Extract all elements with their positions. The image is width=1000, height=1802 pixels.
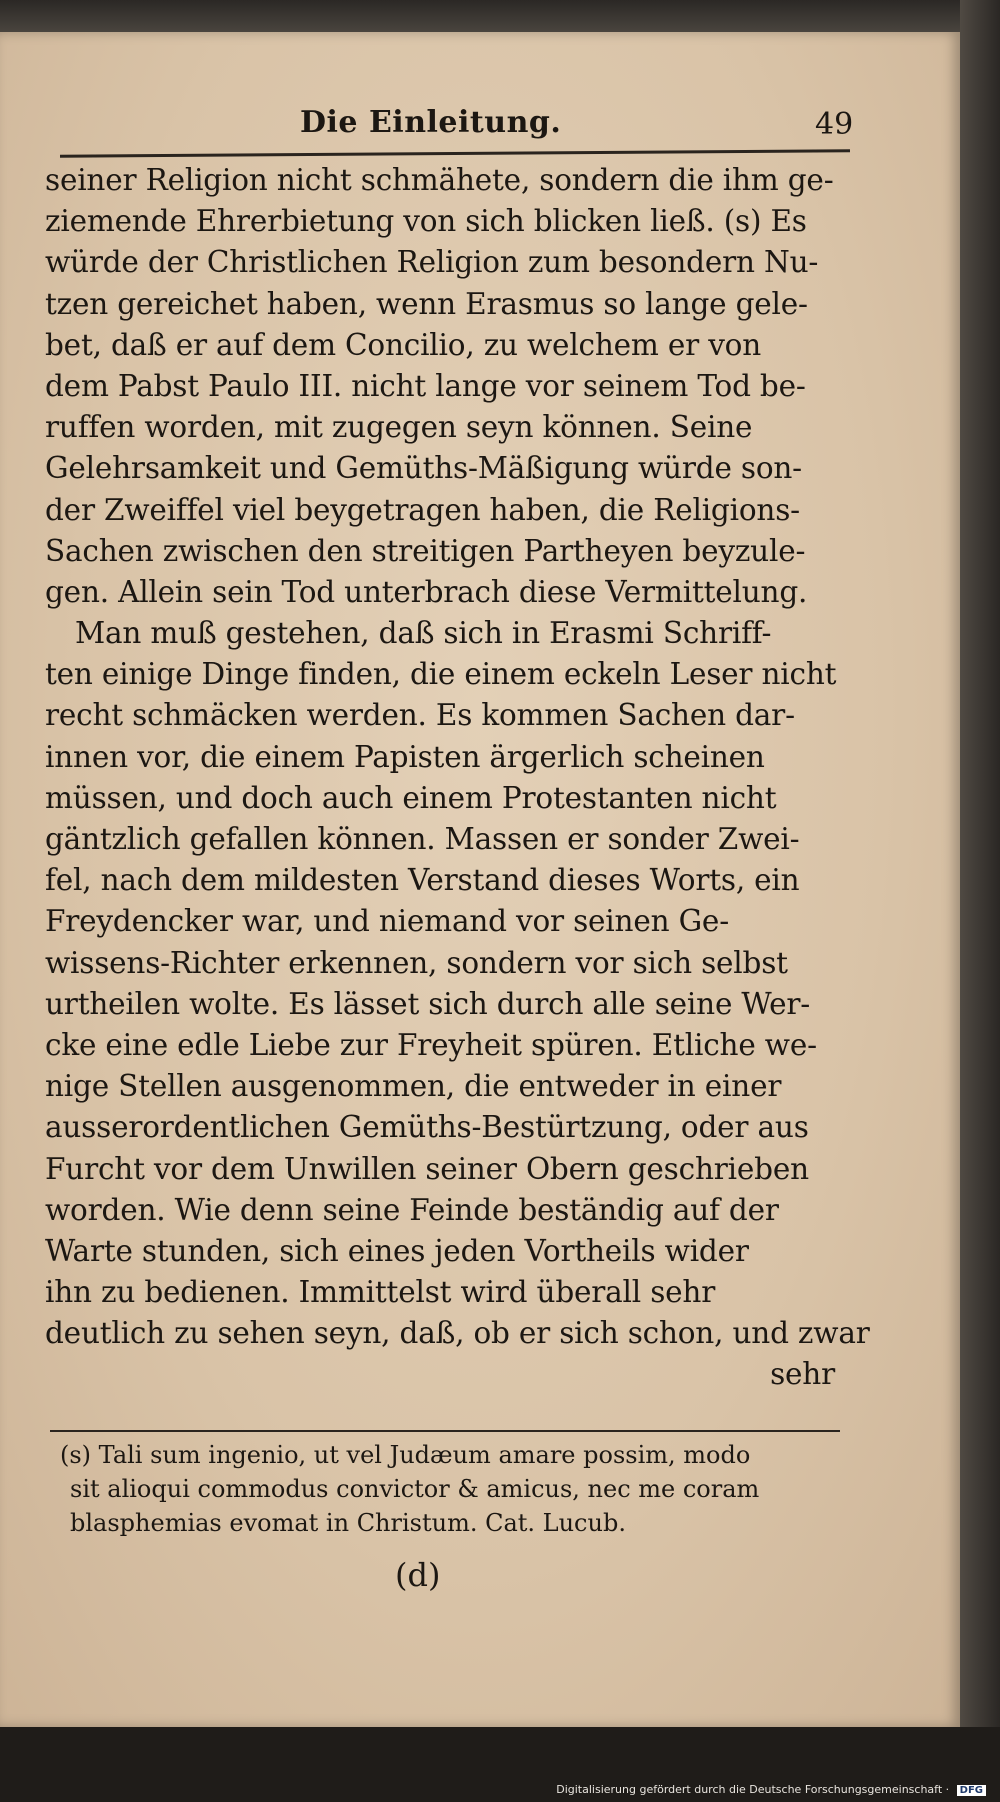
text-line: bet, daß er auf dem Concilio, zu welchem er von (45, 327, 762, 362)
text-line: tzen gereichet haben, wenn Erasmus so lange gele- (45, 286, 808, 321)
page-number: 49 (815, 107, 854, 142)
text-line: würde der Christlichen Religion zum besondern Nu- (45, 245, 819, 280)
book-right-edge (960, 0, 1000, 1802)
text-line: deutlich zu sehen seyn, daß, ob er sich schon, und zwar (45, 1316, 870, 1351)
text-line: recht schmäcken werden. Es kommen Sachen dar- (45, 698, 795, 733)
footnote-line: sit alioqui commodus convictor & amicus, nec me coram (70, 1475, 760, 1503)
text-line: Man muß gestehen, daß sich in Erasmi Schriff- (75, 616, 772, 651)
text-line: urtheilen wolte. Es lässet sich durch alle seine Wer- (45, 986, 811, 1021)
text-line: innen vor, die einem Papisten ärgerlich scheinen (45, 739, 765, 774)
digitization-credit (556, 1783, 986, 1796)
text-line: der Zweiffel viel beygetragen haben, die Religions- (45, 492, 800, 527)
text-line: ziemende Ehrerbietung von sich blicken ließ. (s) Es (45, 204, 807, 239)
text-line: ten einige Dinge finden, die einem eckeln Leser nicht (45, 657, 837, 692)
text-line: Gelehrsamkeit und Gemüths-Mäßigung würde son- (45, 451, 802, 486)
catchword: sehr (770, 1357, 835, 1392)
signature-mark: (d) (395, 1556, 441, 1594)
text-line: ihn zu bedienen. Immittelst wird überall sehr (45, 1275, 716, 1310)
text-line: nige Stellen ausgenommen, die entweder in einer (45, 1069, 782, 1104)
footnote-line: (s) Tali sum ingenio, ut vel Judæum amare possim, modo (60, 1441, 751, 1469)
text-line: fel, nach dem mildesten Verstand dieses Worts, ein (45, 863, 800, 898)
text-line: Warte stunden, sich eines jeden Vortheils wider (45, 1233, 749, 1268)
running-title: Die Einleitung. (300, 105, 562, 140)
text-line: müssen, und doch auch einem Protestanten nicht (45, 780, 777, 815)
scan-footer (0, 1727, 1000, 1802)
text-line: Sachen zwischen den streitigen Partheyen beyzule- (45, 533, 806, 568)
footnote-line: blasphemias evomat in Christum. Cat. Lucub. (70, 1509, 626, 1537)
text-line: wissens-Richter erkennen, sondern vor sich selbst (45, 945, 788, 980)
credit-text: Digitalisierung gefördert durch die Deutsche Forschungsgemeinschaft · (556, 1783, 950, 1796)
text-line: seiner Religion nicht schmähete, sondern die ihm ge- (45, 163, 834, 197)
page-header (0, 105, 960, 153)
text-line: ausserordentlichen Gemüths-Bestürtzung, oder aus (45, 1110, 809, 1145)
text-line: Furcht vor dem Unwillen seiner Obern geschrieben (45, 1151, 809, 1186)
text-line: ruffen worden, mit zugegen seyn können. Seine (45, 410, 753, 445)
footnote (60, 1438, 850, 1540)
text-line: gen. Allein sein Tod unterbrach diese Vermittelung. (45, 574, 808, 609)
dfg-logo-icon: DFG (957, 1785, 986, 1796)
text-line: gäntzlich gefallen können. Massen er sonder Zwei- (45, 822, 800, 856)
text-line: Freydencker war, und niemand vor seinen Ge- (45, 904, 729, 939)
body-text (45, 160, 870, 1396)
text-line: cke eine edle Liebe zur Freyheit spüren. Etliche we- (45, 1027, 817, 1062)
text-line: dem Pabst Paulo III. nicht lange vor seinem Tod be- (45, 368, 806, 403)
text-line: worden. Wie denn seine Feinde beständig auf der (45, 1192, 779, 1227)
footnote-rule (50, 1430, 840, 1432)
